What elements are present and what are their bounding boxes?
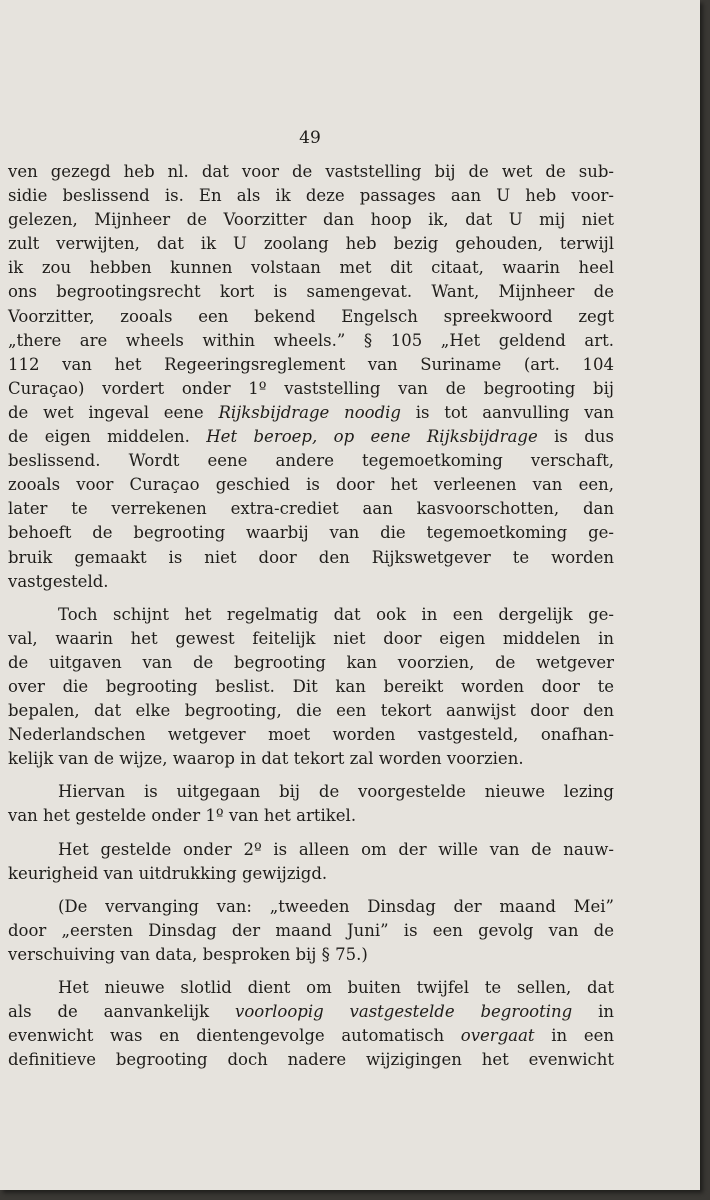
text-run: over die begrooting beslist. Dit kan bereikt worden door te (8, 676, 614, 696)
text-line (8, 603, 614, 627)
text-line (8, 377, 614, 401)
text-line (8, 627, 614, 651)
body-text (8, 160, 614, 1072)
text-run: beslissend. Wordt eene andere tegemoetkoming verschaft, (8, 451, 614, 471)
text-run: Het gestelde onder 2º is alleen om der wille van de nauw- (58, 839, 614, 859)
text-run: in een (534, 1026, 614, 1046)
text-run: door „eersten Dinsdag der maand Juni” is een gevolg van de (8, 920, 614, 940)
text-line (8, 570, 614, 594)
text-run: ven gezegd heb nl. dat voor de vaststelling bij de wet de sub- (8, 162, 614, 181)
text-line (8, 699, 614, 723)
text-line (8, 160, 614, 184)
text-line (8, 651, 614, 675)
italic-text: voorloopig vastgestelde begrooting (235, 1002, 573, 1022)
text-run: gelezen, Mijnheer de Voorzitter dan hoop ik, dat U mij niet (8, 210, 614, 230)
text-line (8, 804, 614, 828)
text-line (8, 1024, 614, 1048)
text-run: sidie beslissend is. En als ik deze passages aan U heb voor- (8, 186, 614, 206)
text-line (8, 723, 614, 747)
text-line (8, 943, 614, 967)
text-run: als de aanvankelijk (8, 1002, 236, 1022)
italic-text: Het beroep, op eene Rijksbijdrage (206, 427, 538, 447)
text-run: de uitgaven van de begrooting kan voorzien, de wetgever (8, 652, 614, 672)
text-run: definitieve begrooting doch nadere wijzigingen het evenwicht (8, 1050, 614, 1070)
text-line (8, 675, 614, 699)
text-run: Curaçao) vordert onder 1º vaststelling van de begrooting bij (8, 378, 614, 398)
paragraph (8, 895, 614, 967)
text-run: zooals voor Curaçao geschied is door het verleenen van een, (8, 475, 614, 495)
text-line (8, 780, 614, 804)
paragraph (8, 603, 614, 772)
text-run: later te verrekenen extra-crediet aan kasvoorschotten, dan (8, 499, 614, 519)
page-number: 49 (299, 128, 321, 148)
text-line (8, 895, 614, 919)
italic-text: overgaat (460, 1026, 535, 1046)
paragraph (8, 780, 614, 828)
text-line (8, 305, 614, 329)
text-run: kelijk van de wijze, waarop in dat tekort zal worden voorzien. (8, 749, 524, 769)
text-run: Nederlandschen wetgever moet worden vastgesteld, onafhan- (8, 725, 614, 745)
text-line (8, 497, 614, 521)
text-line (8, 184, 614, 208)
paragraph (8, 976, 614, 1072)
text-run: evenwicht was en dientengevolge automatisch (8, 1026, 461, 1046)
text-run: Het nieuwe slotlid dient om buiten twijfel te sellen, dat (58, 978, 614, 997)
italic-text: Rijksbijdrage noodig (218, 402, 401, 422)
text-run: de wet ingeval eene (8, 402, 219, 422)
text-line (8, 919, 614, 943)
text-run: bruik gemaakt is niet door den Rijkswetgever te worden (8, 547, 614, 567)
text-run: „there are wheels within wheels.” § 105 „Het geldend art. (8, 330, 614, 350)
text-run: ons begrootingsrecht kort is samengevat. Want, Mijnheer de (8, 282, 614, 302)
text-run: 112 van het Regeeringsreglement van Suriname (art. 104 (8, 354, 614, 374)
text-line (8, 838, 614, 862)
text-run: Voorzitter, zooals een bekend Engelsch spreekwoord zegt (8, 306, 614, 326)
text-run: is tot aanvulling van (400, 402, 615, 422)
text-line (8, 521, 614, 545)
text-line (8, 1048, 614, 1072)
text-run: in (572, 1002, 614, 1022)
text-line (8, 256, 614, 280)
text-line (8, 862, 614, 886)
text-run: behoeft de begrooting waarbij van die tegemoetkoming ge- (8, 523, 614, 543)
text-line (8, 976, 614, 1000)
text-run: vastgesteld. (8, 571, 109, 591)
text-line (8, 232, 614, 256)
text-line (8, 353, 614, 377)
text-line (8, 208, 614, 232)
text-run: ik zou hebben kunnen volstaan met dit citaat, waarin heel (8, 258, 614, 278)
text-run: keurigheid van uitdrukking gewijzigd. (8, 863, 328, 883)
text-line (8, 401, 614, 425)
text-run: van het gestelde onder 1º van het artikel. (8, 806, 357, 826)
text-line (8, 280, 614, 304)
text-line (8, 546, 614, 570)
paragraph (8, 838, 614, 886)
text-line (8, 329, 614, 353)
text-run: verschuiving van data, besproken bij § 75.) (8, 944, 368, 964)
text-run: (De vervanging van: „tweeden Dinsdag der maand Mei” (58, 896, 614, 916)
text-line (8, 473, 614, 497)
text-run: zult verwijten, dat ik U zoolang heb bezig gehouden, terwijl (8, 234, 614, 254)
text-run: bepalen, dat elke begrooting, die een tekort aanwijst door den (8, 701, 614, 721)
paragraph (8, 160, 614, 594)
text-line (8, 449, 614, 473)
text-run: Hiervan is uitgegaan bij de voorgestelde nieuwe lezing (58, 782, 614, 802)
text-line (8, 425, 614, 449)
text-run: de eigen middelen. (8, 427, 207, 447)
text-run: is dus (537, 427, 614, 447)
text-line (8, 747, 614, 771)
text-line (8, 1000, 614, 1024)
text-run: val, waarin het gewest feitelijk niet door eigen middelen in (8, 628, 614, 648)
text-run: Toch schijnt het regelmatig dat ook in een dergelijk ge- (58, 604, 614, 624)
